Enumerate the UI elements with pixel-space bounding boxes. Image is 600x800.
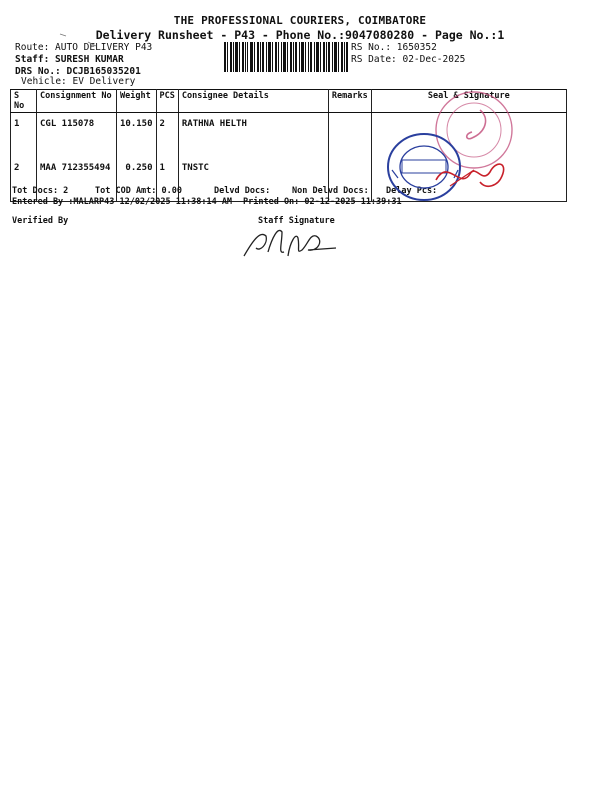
- delvd-docs: Delvd Docs:: [214, 186, 271, 196]
- col-remarks-header: Remarks: [328, 90, 371, 113]
- col-consignee-header: Consignee Details: [178, 90, 328, 113]
- cell-pcs: 2: [156, 113, 178, 158]
- stray-pen-mark: [58, 28, 98, 48]
- cell-pcs: 1: [156, 157, 178, 202]
- verified-by-label: Verified By: [12, 216, 69, 226]
- handwritten-signature-red: [430, 150, 520, 194]
- col-weight-header: Weight: [117, 90, 157, 113]
- staff-signature-scribble: [238, 222, 342, 262]
- cell-consignee: TNSTC: [178, 157, 328, 202]
- cell-consignment: MAA 712355494: [37, 157, 117, 202]
- delay-pcs: Delay Pcs:: [386, 186, 438, 196]
- cell-sno: 2: [11, 157, 37, 202]
- col-consignment-header: Consignment No: [37, 90, 117, 113]
- non-delvd-docs: Non Delvd Docs:: [292, 186, 369, 196]
- cell-consignment: CGL 115078: [37, 113, 117, 158]
- rs-no-label: RS No.: 1650352: [351, 42, 437, 53]
- drs-label: DRS No.: DCJB165035201: [15, 66, 141, 77]
- col-seal-header: Seal & Signature: [371, 90, 566, 113]
- rs-date-label: RS Date: 02-Dec-2025: [351, 54, 466, 65]
- printed-on: Printed On: 02-12-2025 11:39:31: [243, 197, 402, 207]
- staff-label: Staff: SURESH KUMAR: [15, 54, 124, 65]
- cell-remarks: [328, 113, 371, 158]
- cell-consignee: RATHNA HELTH: [178, 113, 328, 158]
- col-pcs-header: PCS: [156, 90, 178, 113]
- tot-cod-amt: Tot COD Amt: 0.00: [95, 186, 182, 196]
- route-label: Route: AUTO DELIVERY P43: [15, 42, 153, 53]
- runsheet-subtitle: Delivery Runsheet - P43 - Phone No.:9047080280 - Page No.:1: [95, 28, 505, 42]
- col-sno-header: S No: [11, 90, 37, 113]
- tot-docs: Tot Docs: 2: [12, 186, 69, 196]
- cell-weight: 10.150: [117, 113, 157, 158]
- cell-sno: 1: [11, 113, 37, 158]
- cell-weight: 0.250: [117, 157, 157, 202]
- staff-signature-label: Staff Signature: [258, 216, 335, 226]
- entered-by: Entered By :MALARP43 12/02/2025 11:38:14 AM: [12, 197, 233, 207]
- vehicle-label: Vehicle: EV Delivery: [21, 76, 136, 87]
- barcode-image: [224, 42, 348, 72]
- company-title: THE PROFESSIONAL COURIERS, COIMBATORE: [173, 14, 427, 27]
